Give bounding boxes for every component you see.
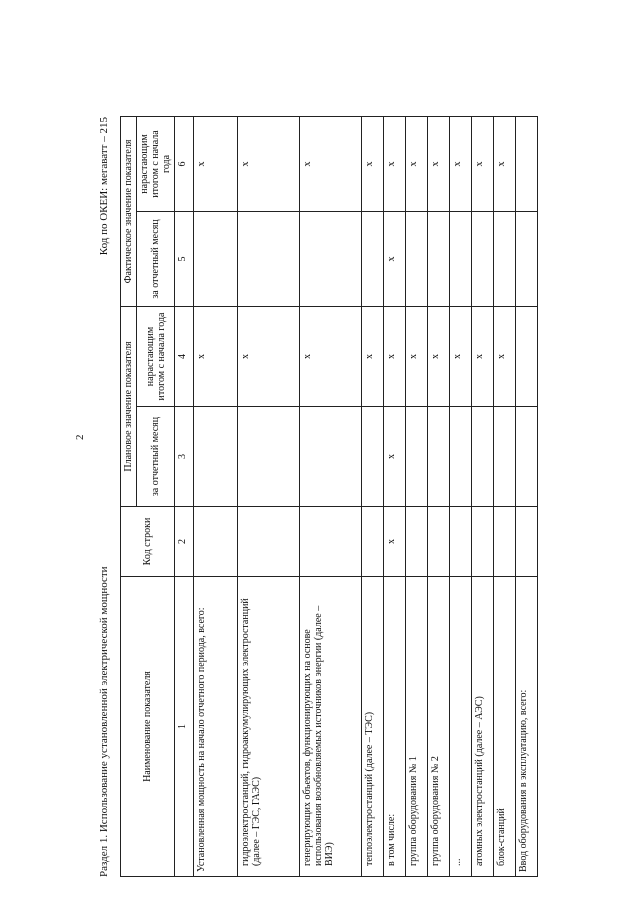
row-name: в том числе: <box>384 577 406 877</box>
cell-planned-cumulative: x <box>238 306 300 406</box>
cell-planned-month[interactable] <box>406 407 428 507</box>
header-actual: Фактическое значение показателя <box>121 116 137 306</box>
section-title: Раздел 1. Использование установленной электрической мощности <box>98 566 110 877</box>
table-row <box>428 116 450 876</box>
cell-planned-month[interactable] <box>494 407 516 507</box>
cell-actual-cumulative: x <box>384 116 406 211</box>
row-code[interactable] <box>516 507 538 577</box>
cell-planned-cumulative: x <box>494 306 516 406</box>
cell-planned-month[interactable] <box>428 407 450 507</box>
cell-actual-month[interactable] <box>450 211 472 306</box>
cell-actual-cumulative: x <box>472 116 494 211</box>
table-row <box>494 116 516 876</box>
cell-actual-cumulative: x <box>300 116 362 211</box>
row-code[interactable] <box>362 507 384 577</box>
cell-actual-cumulative[interactable] <box>516 116 538 211</box>
cell-actual-month[interactable] <box>194 211 238 306</box>
cell-planned-cumulative: x <box>384 306 406 406</box>
header-code: Код строки <box>121 507 175 577</box>
row-name: Ввод оборудования в эксплуатацию, всего: <box>516 577 538 877</box>
table-row <box>516 116 538 876</box>
cell-planned-cumulative: x <box>428 306 450 406</box>
cell-planned-cumulative: x <box>362 306 384 406</box>
cell-planned-month[interactable] <box>450 407 472 507</box>
column-number-row <box>175 116 194 876</box>
header-actual-cumulative: нарастающим итогом с начала года <box>137 116 175 211</box>
rotated-sheet <box>98 117 620 877</box>
cell-planned-cumulative[interactable] <box>516 306 538 406</box>
cell-actual-month[interactable] <box>406 211 428 306</box>
cell-planned-cumulative: x <box>300 306 362 406</box>
cell-planned-month[interactable] <box>472 407 494 507</box>
indicator-table <box>120 116 538 877</box>
row-code[interactable] <box>494 507 516 577</box>
table-row <box>384 116 406 876</box>
col-number: 3 <box>175 407 194 507</box>
cell-actual-cumulative: x <box>362 116 384 211</box>
row-code[interactable] <box>238 507 300 577</box>
cell-actual-month[interactable] <box>428 211 450 306</box>
cell-actual-month[interactable] <box>472 211 494 306</box>
header-name: Наименование показателя <box>121 577 175 877</box>
cell-planned-month[interactable] <box>516 407 538 507</box>
table-row <box>300 116 362 876</box>
cell-actual-cumulative: x <box>428 116 450 211</box>
cell-actual-month[interactable] <box>362 211 384 306</box>
row-code[interactable] <box>428 507 450 577</box>
col-number: 1 <box>175 577 194 877</box>
cell-planned-cumulative: x <box>450 306 472 406</box>
row-code: x <box>384 507 406 577</box>
header-planned-month: за отчетный месяц <box>137 407 175 507</box>
row-name: гидроэлектростанций, гидроаккумулирующих электростанций (далее – ГЭС, ГАЭС) <box>238 577 300 877</box>
cell-actual-month: x <box>384 211 406 306</box>
header-actual-month: за отчетный месяц <box>137 211 175 306</box>
table-row <box>472 116 494 876</box>
row-name: группа оборудования № 1 <box>406 577 428 877</box>
cell-actual-month[interactable] <box>516 211 538 306</box>
cell-actual-cumulative: x <box>238 116 300 211</box>
row-code[interactable] <box>406 507 428 577</box>
row-code[interactable] <box>450 507 472 577</box>
row-code[interactable] <box>194 507 238 577</box>
table-row <box>238 116 300 876</box>
row-name: атомных электростанций (далее – АЭС) <box>472 577 494 877</box>
cell-actual-month[interactable] <box>238 211 300 306</box>
row-name: Установленная мощность на начало отчетного периода, всего: <box>194 577 238 877</box>
cell-planned-month[interactable] <box>238 407 300 507</box>
col-number: 2 <box>175 507 194 577</box>
row-code[interactable] <box>472 507 494 577</box>
cell-planned-month[interactable] <box>300 407 362 507</box>
cell-planned-cumulative: x <box>406 306 428 406</box>
cell-actual-month[interactable] <box>300 211 362 306</box>
col-number: 5 <box>175 211 194 306</box>
row-code[interactable] <box>300 507 362 577</box>
cell-planned-month[interactable] <box>362 407 384 507</box>
row-name: блок-станций <box>494 577 516 877</box>
col-number: 4 <box>175 306 194 406</box>
row-name: генерирующих объектов, функционирующих на основе использования возобновляемых источников энергии (далее – ВИЭ) <box>300 577 362 877</box>
okei-code: Код по ОКЕИ: мегаватт – 215 <box>98 117 110 256</box>
cell-actual-cumulative: x <box>450 116 472 211</box>
cell-planned-cumulative: x <box>472 306 494 406</box>
row-name: ... <box>450 577 472 877</box>
table-row <box>362 116 384 876</box>
cell-planned-month[interactable] <box>194 407 238 507</box>
header-planned-cumulative: нарастающим итогом с начала года <box>137 306 175 406</box>
cell-actual-cumulative: x <box>194 116 238 211</box>
cell-planned-cumulative: x <box>194 306 238 406</box>
row-name: теплоэлектростанций (далее – ТЭС) <box>362 577 384 877</box>
table-row <box>406 116 428 876</box>
header-planned: Плановое значение показателя <box>121 306 137 506</box>
cell-planned-month: x <box>384 407 406 507</box>
cell-actual-month[interactable] <box>494 211 516 306</box>
cell-actual-cumulative: x <box>406 116 428 211</box>
cell-actual-cumulative: x <box>494 116 516 211</box>
table-row <box>194 116 238 876</box>
page-number: 2 <box>74 434 86 440</box>
row-name: группа оборудования № 2 <box>428 577 450 877</box>
col-number: 6 <box>175 116 194 211</box>
table-row <box>450 116 472 876</box>
